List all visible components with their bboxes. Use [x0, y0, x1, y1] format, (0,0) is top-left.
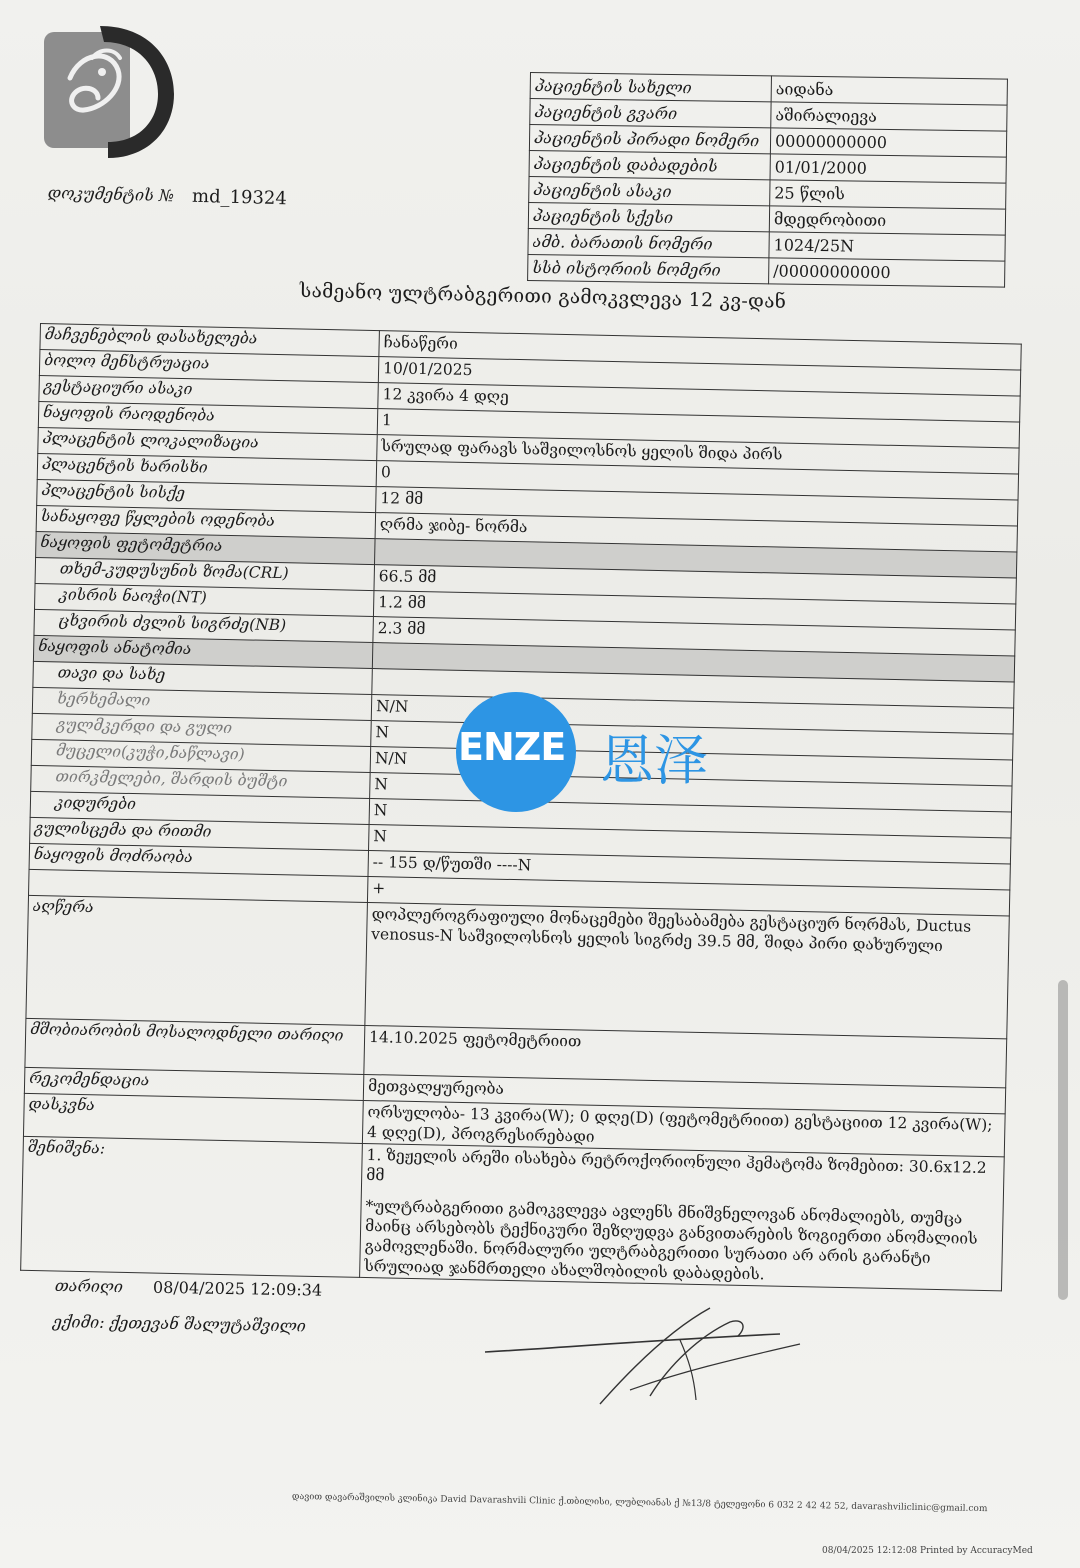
- patient-field-label: პაციენტის დაბადების: [529, 150, 770, 179]
- finding-value: +: [367, 876, 1009, 915]
- finding-value: N: [369, 825, 1011, 864]
- patient-row: [528, 254, 1005, 287]
- viewer-scrollbar[interactable]: [1058, 980, 1068, 1300]
- finding-label: შენიშვნა:: [21, 1137, 363, 1278]
- finding-value: N/N: [371, 695, 1013, 734]
- clinic-logo: [40, 18, 180, 163]
- finding-value: 14.10.2025 ფეტომეტრიით: [364, 1025, 1007, 1087]
- finding-label: ნაყოფის ანატომია: [33, 635, 372, 668]
- finding-value: 12 კვირა 4 დღე: [378, 383, 1020, 422]
- doctor-name: ექიმი: ქეთევან შალუტაშვილი: [52, 1312, 307, 1336]
- finding-value: N: [370, 773, 1012, 812]
- finding-value: N: [369, 799, 1011, 838]
- finding-value: მეთვალყურეობა: [363, 1074, 1005, 1113]
- finding-value: 10/01/2025: [378, 357, 1020, 396]
- document-number: [47, 182, 287, 209]
- patient-field-label: ამბ. ბარათის ნომერი: [528, 228, 769, 257]
- finding-label: გულმკერდი და გული: [32, 713, 371, 746]
- patient-field-value: 1024/25N: [769, 232, 1005, 261]
- finding-label: მუცელი(კუჭი,ნაწლავი): [31, 739, 370, 772]
- finding-label: პლაცენტის ხარისხი: [37, 453, 376, 486]
- patient-field-value: 01/01/2000: [770, 154, 1006, 183]
- finding-label: ნაყოფის მოძრაობა: [29, 843, 368, 876]
- patient-field-label: პაციენტის სახელი: [530, 73, 771, 102]
- finding-label: კიდურები: [30, 791, 369, 824]
- watermark-cjk: 恩泽: [600, 729, 708, 792]
- patient-field-label: პაციენტის სქესი: [528, 202, 769, 231]
- finding-label: კისრის ნაოჭი(NT): [34, 583, 373, 616]
- document-number-label: დოკუმენტის №: [47, 182, 175, 206]
- watermark-latin: ENZE: [458, 725, 566, 769]
- finding-value: 12 მმ: [376, 487, 1018, 526]
- patient-field-label: სსბ ისტორიის ნომერი: [528, 254, 769, 283]
- patient-field-value: 00000000000: [770, 128, 1006, 157]
- patient-field-value: მდედრობითი: [769, 206, 1005, 235]
- finding-row: [26, 895, 1009, 1039]
- finding-value: ორსულობა- 13 კვირა(W); 0 დღე(D) (ფეტომეტრიით) გესტაციით 12 კვირა(W); 4 დღე(D), პროგრესირებადი: [362, 1100, 1005, 1157]
- finding-label: პლაცენტის სისქე: [37, 479, 376, 512]
- patient-field-label: პაციენტის ასაკი: [529, 176, 770, 205]
- finding-label: დასკვნა: [23, 1093, 363, 1143]
- finding-value: 2.3 მმ: [373, 617, 1015, 656]
- finding-label: გესტაციური ასაკი: [39, 375, 378, 408]
- printed-by-line: 08/04/2025 12:12:08 Printed by AccuracyMed: [822, 1546, 1033, 1556]
- finding-value: ჩანაწერი: [379, 331, 1021, 370]
- finding-label: მაჩვენებლის დასახელება: [40, 324, 379, 357]
- finding-label: აღწერა: [26, 895, 368, 1025]
- report-date-value: 08/04/2025 12:09:34: [152, 1277, 323, 1300]
- finding-label: რეკომენდაცია: [24, 1067, 363, 1100]
- finding-value: -- 155 დ/წუთში ----N: [368, 850, 1010, 889]
- finding-label: თავი და სახე: [33, 661, 372, 694]
- finding-value: 1.2 მმ: [373, 591, 1015, 630]
- enze-watermark: [456, 692, 746, 812]
- finding-label: თირკმელები, შარდის ბუშტი: [31, 765, 370, 798]
- finding-row: [21, 1137, 1005, 1291]
- finding-value: N: [371, 721, 1013, 760]
- finding-label: ცხვირის ძვლის სიგრძე(NB): [34, 609, 373, 642]
- report-date: [55, 1276, 323, 1300]
- finding-value: დოპლეროგრაფიული მონაცემები შეესაბამება გესტაციურ ნორმას, Ductus venosus-N საშვილოსნოს ყელის სიგრძე 39.5 მმ, შიდა პირი დახურული: [365, 902, 1009, 1038]
- clinic-footer-line: დავით დავარაშვილის კლინიკა David Davarashvili Clinic ქ.თბილისი, ლუბლიანას ქ №13/8 ტელეფონი 6 032 2 42 42 52, davarashviliclinic@gmail.com: [291, 1492, 988, 1515]
- patient-field-label: პაციენტის გვარი: [530, 99, 771, 128]
- finding-label: სანაყოფე წყლების ოდენობა: [36, 505, 375, 538]
- finding-value: N/N: [370, 747, 1012, 786]
- finding-label: ბოლო მენსტრუაცია: [39, 350, 378, 383]
- report-date-label: თარიღი: [54, 1276, 124, 1297]
- document-number-value: md_19324: [191, 185, 288, 210]
- report-title: სამეანო ულტრაბგერითი გამოკვლევა 12 კვ-დან: [299, 280, 787, 314]
- patient-info-table: [527, 72, 1008, 288]
- finding-label: ნაყოფის ფეტომეტრია: [36, 531, 375, 564]
- patient-field-value: /00000000000: [769, 258, 1005, 287]
- finding-label: პლაცენტის ლოკალიზაცია: [38, 427, 377, 460]
- finding-label: ხერხემალი: [32, 687, 371, 720]
- finding-value: 66.5 მმ: [374, 565, 1016, 604]
- patient-field-label: პაციენტის პირადი ნომერი: [529, 125, 770, 154]
- finding-label: გულისცემა და რითმი: [30, 817, 369, 850]
- finding-value: [360, 1144, 1005, 1291]
- note-disclaimer: *ულტრაბგერითი გამოკვლევა ავლენს მნიშვნელოვან ანომალიებს, თუმცა მაინც არსებობს ტექნიკური შეზღუდვა განვითარების ზოგიერთი ანომალიის გამოვლენაში. ნორმალური ულტრაბგერითი სურათი არ არის გარანტი სრულიად ჯანმრთელი ახალშობილის დაბადების.: [364, 1196, 978, 1284]
- note-hematoma: 1. ზეჟელის არეში ისახება რეტროქორიონული ჰემატომა ზომებით: 30.6x12.2 მმ: [366, 1146, 987, 1185]
- finding-label: ნაყოფის რაოდენობა: [38, 401, 377, 434]
- finding-value: 0: [376, 461, 1018, 500]
- patient-field-value: აშირალიევა: [771, 102, 1007, 131]
- finding-value: ღრმა ჯიბე- ნორმა: [375, 513, 1017, 552]
- finding-value: სრულად ფარავს საშვილოსნოს ყელის შიდა პირს: [377, 435, 1019, 474]
- finding-label: თხემ-კუდუსუნის ზომა(CRL): [35, 557, 374, 590]
- finding-value: 1: [377, 409, 1019, 448]
- doctor-signature: [480, 1300, 810, 1410]
- finding-label: მშობიარობის მოსალოდნელი თარიღი: [25, 1018, 365, 1074]
- patient-field-value: 25 წლის: [770, 180, 1006, 209]
- patient-field-value: აიდანა: [771, 76, 1007, 105]
